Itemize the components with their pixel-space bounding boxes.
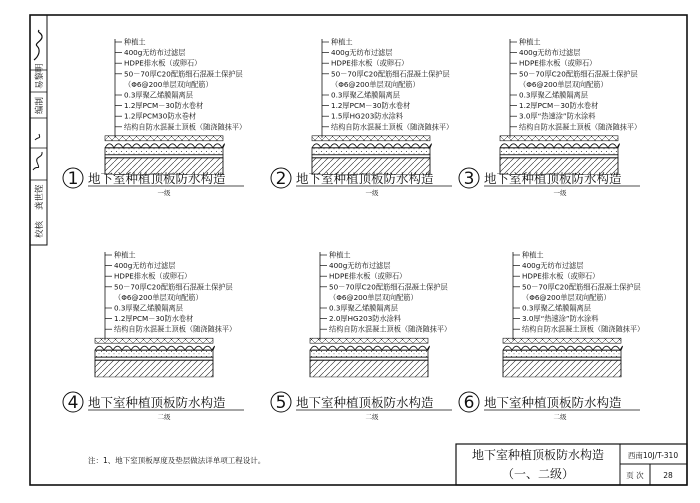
protection-layer — [95, 350, 213, 357]
protection-layer — [500, 148, 618, 155]
layer-label: HDPE排水板（或卵石） — [519, 58, 597, 68]
layer-label: 种植土 — [522, 250, 544, 260]
layer-label: 400g无纺布过滤层 — [114, 261, 176, 271]
drainage-board — [310, 346, 430, 350]
layer-label: 50－70厚C20配筋细石混凝土保护层 — [329, 282, 448, 292]
layer-label: （Φ6@200单层双向配筋） — [331, 79, 420, 89]
layer-label: 50－70厚C20配筋细石混凝土保护层 — [114, 282, 233, 292]
structural-slab — [95, 360, 213, 377]
layer-label: 50－70厚C20配筋细石混凝土保护层 — [522, 282, 641, 292]
layer-label: 3.0厚“热速涂”防水涂料 — [522, 314, 599, 324]
layer-label: 1.2厚PCM－30防水卷材 — [519, 101, 599, 111]
detail-1 — [63, 38, 246, 198]
detail-3 — [459, 38, 641, 198]
protection-layer — [310, 350, 428, 357]
signature — [33, 134, 42, 170]
layer-label: 400g无纺布过滤层 — [522, 261, 584, 271]
detail-grade: 一级 — [365, 189, 379, 197]
side-label: 校核 — [35, 220, 45, 238]
drainage-board — [105, 144, 225, 148]
detail-title: 地下室种植顶板防水构造 — [484, 171, 622, 186]
detail-grade: 二级 — [553, 413, 567, 421]
layer-label: 种植土 — [114, 250, 136, 260]
layer-label: （Φ6@200单层双向配筋） — [124, 79, 213, 89]
detail-2 — [271, 38, 453, 198]
detail-number: 3 — [463, 169, 475, 189]
detail-number: 1 — [67, 169, 79, 189]
membrane-layer — [95, 357, 213, 360]
atlas-number: 西南10J/T-310 — [627, 451, 679, 460]
soil-layer — [95, 338, 213, 343]
protection-layer — [503, 350, 621, 357]
layer-label: 2.0厚HG203防水涂料 — [329, 314, 402, 324]
side-label: 易黎明 — [35, 63, 45, 89]
drainage-board — [503, 346, 623, 350]
layer-label: 结构自防水混凝土顶板（随浇随抹平） — [522, 324, 645, 334]
layer-label: 结构自防水混凝土顶板（随浇随抹平） — [124, 122, 247, 132]
protection-layer — [312, 148, 430, 155]
layer-label: 50－70厚C20配筋细石混凝土保护层 — [124, 69, 243, 79]
layer-label: 400g无纺布过滤层 — [124, 48, 186, 58]
side-label: 编制 — [35, 96, 45, 114]
drainage-board — [500, 144, 620, 148]
side-panel — [30, 15, 47, 245]
detail-6 — [459, 251, 644, 422]
layer-label: 3.0厚“热速涂”防水涂料 — [519, 111, 596, 121]
detail-number: 5 — [275, 393, 287, 413]
structural-slab — [310, 360, 428, 377]
detail-title: 地下室种植顶板防水构造 — [296, 395, 434, 410]
layer-label: HDPE排水板（或卵石） — [522, 271, 600, 281]
detail-title: 地下室种植顶板防水构造 — [484, 395, 622, 410]
detail-title: 地下室种植顶板防水构造 — [296, 171, 434, 186]
slab-gap — [309, 377, 429, 381]
layer-label: 0.3厚聚乙烯膜隔离层 — [519, 90, 588, 100]
page-label: 页 次 — [626, 471, 644, 480]
footnote: 注：1、地下室顶板厚度及垫层做法详单项工程设计。 — [88, 456, 266, 465]
layer-label: HDPE排水板（或卵石） — [331, 58, 409, 68]
layer-label: 1.2厚PCM－30防水卷材 — [114, 314, 194, 324]
layer-label: HDPE排水板（或卵石） — [114, 271, 192, 281]
slab-gap — [502, 377, 622, 381]
detail-number: 6 — [463, 393, 475, 413]
layer-label: 0.3厚聚乙烯膜隔离层 — [124, 90, 193, 100]
detail-grade: 一级 — [157, 189, 171, 197]
drainage-board — [95, 346, 215, 350]
layer-label: 结构自防水混凝土顶板（随浇随抹平） — [114, 324, 237, 334]
detail-4 — [63, 251, 244, 422]
drainage-board — [312, 144, 432, 148]
signature — [34, 30, 42, 60]
detail-number: 4 — [67, 393, 79, 413]
detail-grade: 二级 — [157, 413, 171, 421]
layer-label: 0.3厚聚乙烯膜隔离层 — [331, 90, 400, 100]
layer-label: 种植土 — [124, 37, 146, 47]
layer-label: （Φ6@200单层双向配筋） — [519, 79, 608, 89]
structural-slab — [503, 360, 621, 377]
detail-grade: 二级 — [365, 413, 379, 421]
layer-label: 种植土 — [329, 250, 351, 260]
layer-label: 400g无纺布过滤层 — [329, 261, 391, 271]
soil-layer — [310, 338, 428, 343]
detail-title: 地下室种植顶板防水构造 — [88, 171, 226, 186]
layer-label: 400g无纺布过滤层 — [331, 48, 393, 58]
layer-label: 结构自防水混凝土顶板（随浇随抹平） — [519, 122, 642, 132]
page-number: 28 — [663, 471, 673, 480]
detail-title: 地下室种植顶板防水构造 — [88, 395, 226, 410]
sheet-subtitle: （一、二级） — [501, 467, 575, 481]
layer-label: 50－70厚C20配筋细石混凝土保护层 — [519, 69, 638, 79]
layer-label: 0.3厚聚乙烯膜隔离层 — [522, 303, 591, 313]
title-block — [456, 444, 687, 485]
layer-label: 种植土 — [331, 37, 353, 47]
detail-grade: 一级 — [553, 189, 567, 197]
slab-gap — [94, 377, 214, 381]
detail-5 — [271, 251, 452, 422]
layer-label: HDPE排水板（或卵石） — [124, 58, 202, 68]
layer-label: 1.2厚PCM－30防水卷材 — [124, 101, 204, 111]
layer-label: 0.3厚聚乙烯膜隔离层 — [114, 303, 183, 313]
membrane-layer — [310, 357, 428, 360]
layer-label: 结构自防水混凝土顶板（随浇随抹平） — [331, 122, 454, 132]
layer-label: 种植土 — [519, 37, 541, 47]
soil-layer — [500, 136, 618, 141]
layer-label: （Φ6@200单层双向配筋） — [329, 292, 418, 302]
layer-label: 1.2厚PCM－30防水卷材 — [331, 101, 411, 111]
layer-label: 50－70厚C20配筋细石混凝土保护层 — [331, 69, 450, 79]
soil-layer — [312, 136, 430, 141]
sheet-title: 地下室种植顶板防水构造 — [471, 448, 605, 462]
layer-label: 1.5厚HG203防水涂料 — [331, 111, 404, 121]
layer-label: 1.2厚PCM30防水卷材 — [124, 111, 197, 121]
membrane-layer — [503, 357, 621, 360]
soil-layer — [503, 338, 621, 343]
layer-label: 400g无纺布过滤层 — [519, 48, 581, 58]
side-label: 龚世铿 — [35, 184, 45, 210]
layer-label: 0.3厚聚乙烯膜隔离层 — [329, 303, 398, 313]
layer-label: （Φ6@200单层双向配筋） — [114, 292, 203, 302]
layer-label: 结构自防水混凝土顶板（随浇随抹平） — [329, 324, 452, 334]
soil-layer — [105, 136, 223, 141]
layer-label: HDPE排水板（或卵石） — [329, 271, 407, 281]
detail-number: 2 — [275, 169, 287, 189]
protection-layer — [105, 148, 223, 155]
layer-label: （Φ6@200单层双向配筋） — [522, 292, 611, 302]
